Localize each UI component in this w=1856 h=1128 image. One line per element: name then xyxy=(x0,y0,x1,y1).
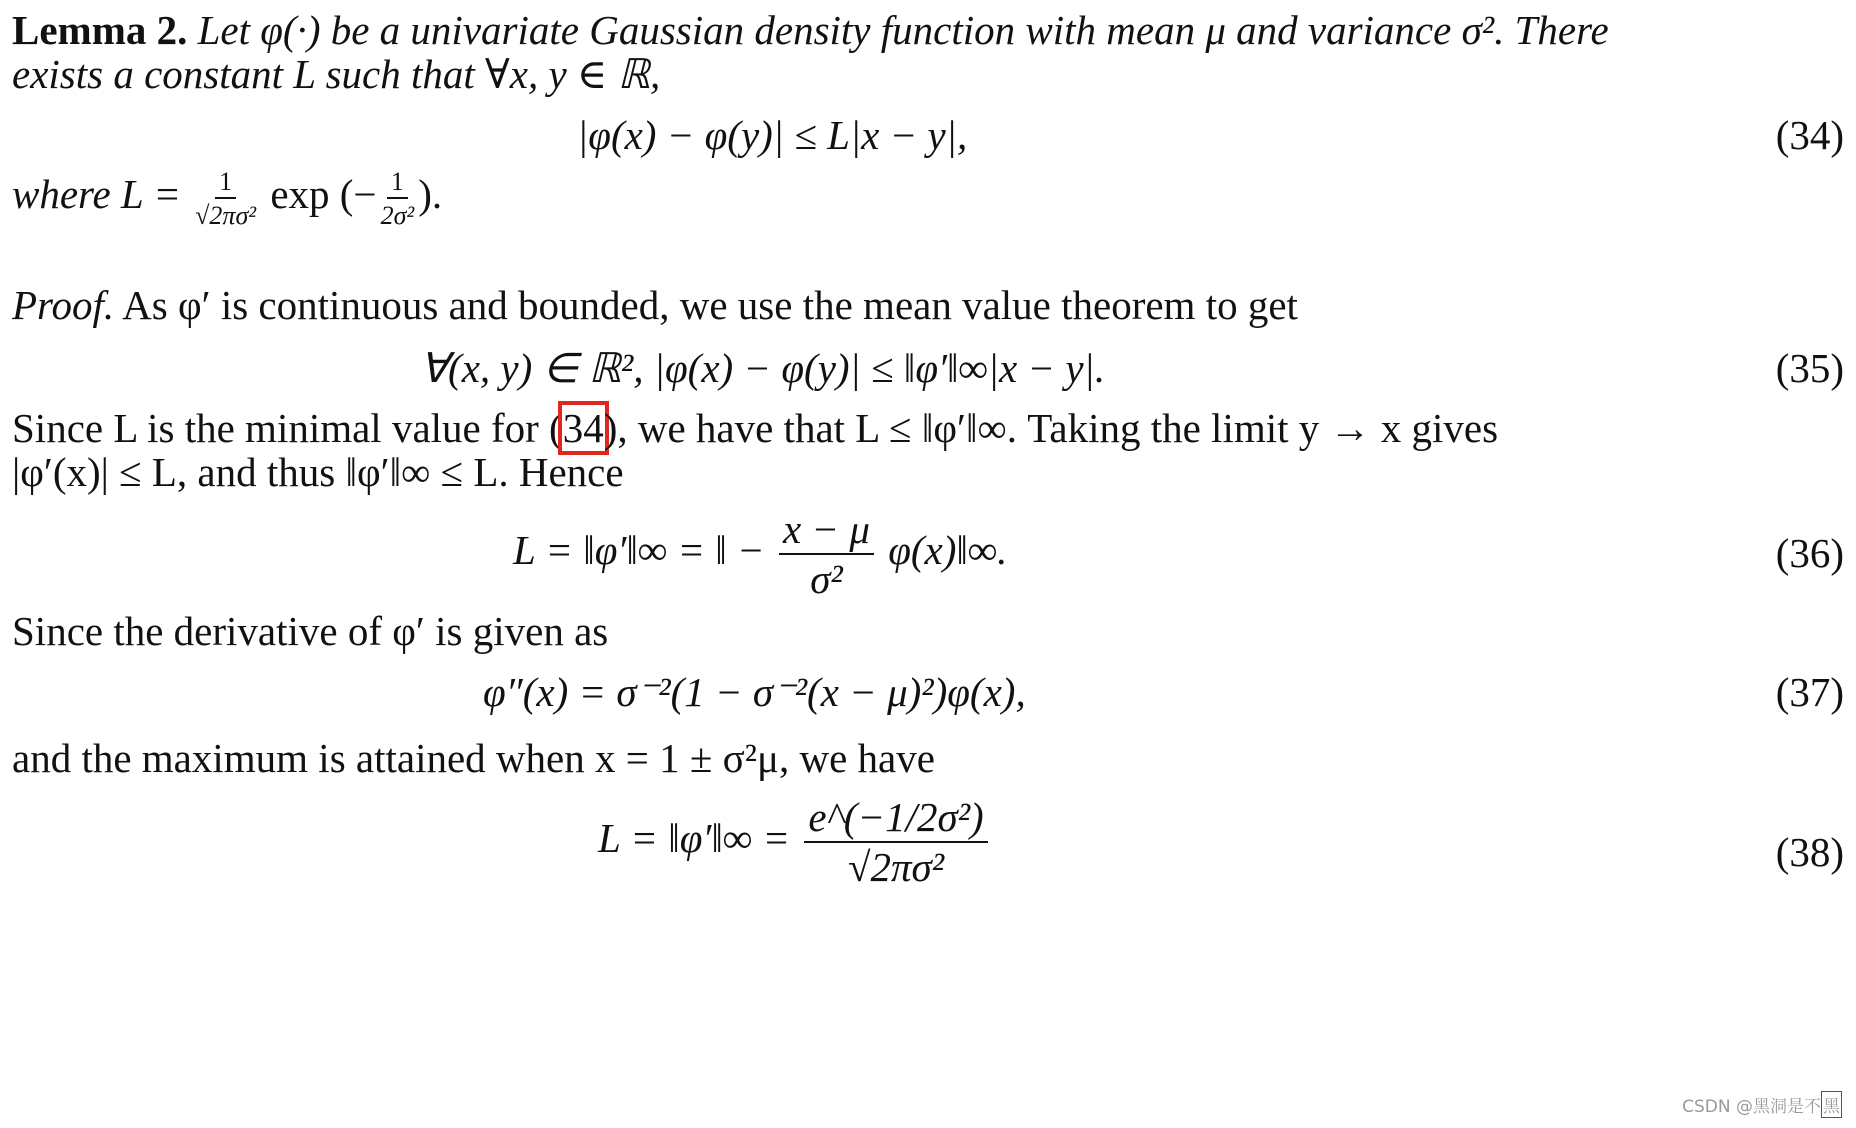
maximum-line: and the maximum is attained when x = 1 ± σ²μ, we have xyxy=(12,735,935,781)
csdn-watermark xyxy=(1682,1091,1842,1118)
where-exp: exp (− xyxy=(270,171,377,218)
equation-38-fraction xyxy=(804,796,987,889)
proof-intro-line xyxy=(12,282,1298,328)
equation-reference-34[interactable]: 34 xyxy=(558,401,609,455)
since-derivative-line: Since the derivative of φ′ is given as xyxy=(12,608,609,654)
lemma-line-1 xyxy=(12,7,1609,53)
watermark-text: CSDN @黑洞是不 xyxy=(1682,1097,1821,1117)
equation-36-numerator: x − μ xyxy=(779,508,874,555)
equation-37: φ″(x) = σ⁻²(1 − σ⁻²(x − μ)²)φ(x), xyxy=(483,669,1026,715)
equation-36-fraction xyxy=(779,508,874,601)
proof-label: Proof. xyxy=(12,282,115,328)
equation-number-36: (36) xyxy=(1775,530,1844,576)
where-fraction-denominator: √2πσ² xyxy=(195,201,257,231)
where-fraction xyxy=(195,168,256,230)
equation-34: |φ(x) − φ(y)| ≤ L|x − y|, xyxy=(577,112,968,158)
lemma-text-line-1: Let φ(·) be a univariate Gaussian density function with mean μ and variance σ². There xyxy=(197,7,1609,53)
lemma-line-2: exists a constant L such that ∀x, y ∈ ℝ, xyxy=(12,51,661,97)
where-fraction-2-denominator: 2σ² xyxy=(380,201,415,231)
equation-number-38: (38) xyxy=(1775,829,1844,875)
equation-number-37: (37) xyxy=(1775,669,1844,715)
equation-36-denominator: σ² xyxy=(810,556,843,603)
equation-35: ∀(x, y) ∈ ℝ², |φ(x) − φ(y)| ≤ ‖φ′‖∞|x − y|. xyxy=(420,345,1106,391)
proof-intro: As φ′ is continuous and bounded, we use the mean value theorem to get xyxy=(122,282,1298,328)
where-fraction-2-numerator: 1 xyxy=(387,168,408,199)
equation-38-numerator: e^(−1/2σ²) xyxy=(804,796,987,843)
since-minimal-line-2: |φ′(x)| ≤ L, and thus ‖φ′‖∞ ≤ L. Hence xyxy=(12,449,624,495)
where-prefix: where L = xyxy=(12,171,181,218)
since-minimal-a: Since L is the minimal value for ( xyxy=(12,405,563,451)
equation-38-denominator: √2πσ² xyxy=(847,844,945,891)
watermark-boxed-char: 黑 xyxy=(1821,1091,1842,1118)
since-minimal-line xyxy=(12,405,1499,451)
equation-36-lhs: L = ‖φ′‖∞ = ‖ − xyxy=(513,526,765,573)
equation-number-35: (35) xyxy=(1775,345,1844,391)
where-end: ). xyxy=(418,171,443,218)
equation-number-34: (34) xyxy=(1775,112,1844,158)
where-fraction-numerator: 1 xyxy=(215,168,236,199)
equation-38-lhs: L = ‖φ′‖∞ = xyxy=(598,814,791,861)
where-fraction-2 xyxy=(381,168,415,230)
lemma-label: Lemma 2. xyxy=(12,7,188,53)
since-minimal-b: ), we have that L ≤ ‖φ′‖∞. Taking the limit y → x gives xyxy=(603,405,1499,451)
equation-38 xyxy=(598,796,992,889)
equation-36-rhs: φ(x)‖∞. xyxy=(888,526,1008,573)
equation-36 xyxy=(513,508,1007,601)
lemma-where-line xyxy=(12,168,442,230)
